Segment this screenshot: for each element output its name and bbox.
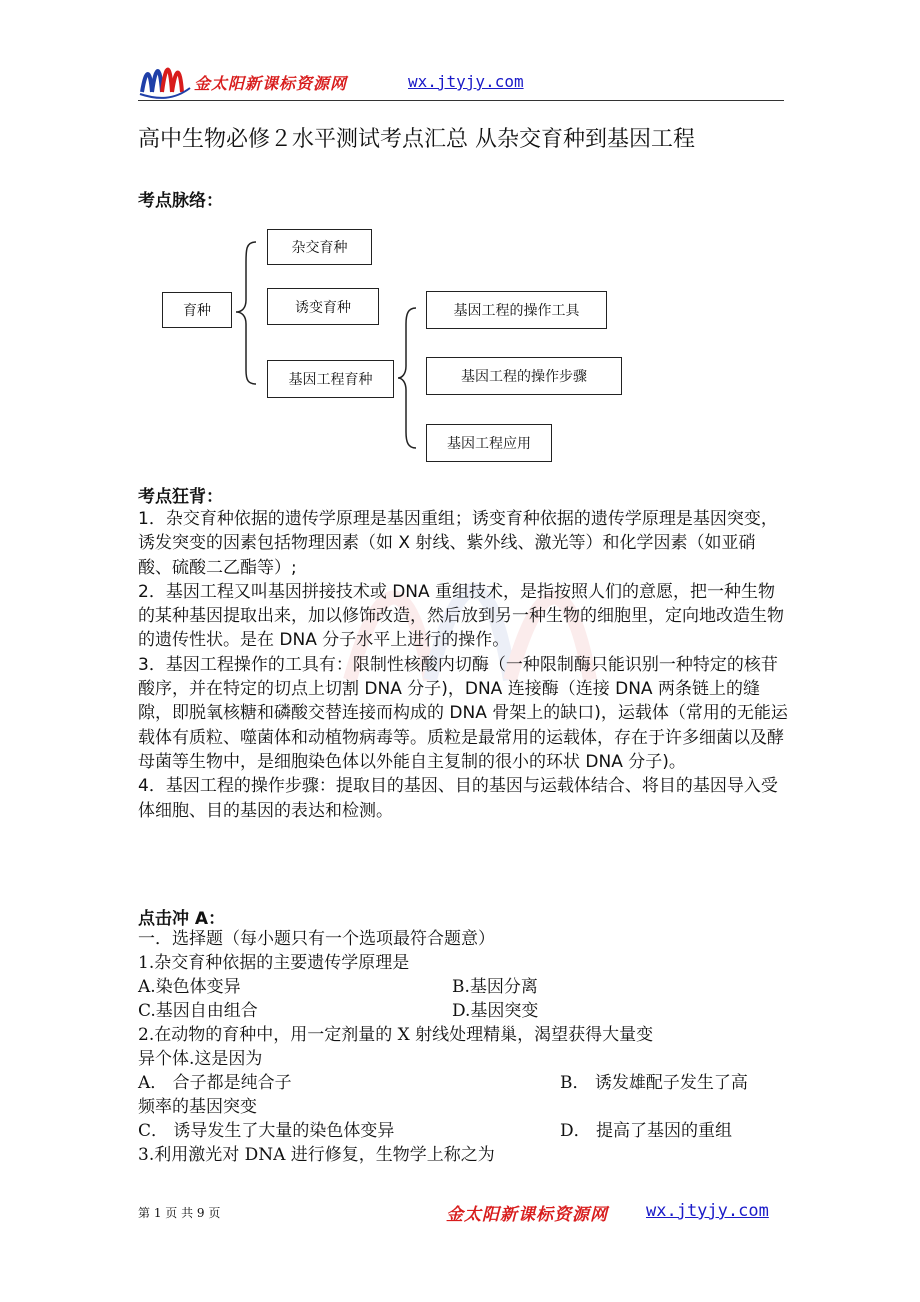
question-1-option-a: A.染色体变异 — [138, 977, 241, 997]
part-heading: 一．选择题（每小题只有一个选项最符合题意） — [138, 929, 495, 949]
question-2-option-a: A． 合子都是纯合子 — [138, 1073, 292, 1093]
question-2-options-row-1 — [138, 1071, 788, 1095]
right-brace — [398, 308, 416, 448]
section-heading-practice: 点击冲 A： — [138, 909, 226, 929]
diagram-node-steps: 基因工程的操作步骤 — [426, 357, 622, 395]
question-1-options-row-2 — [138, 999, 788, 1023]
key-points — [138, 507, 788, 823]
diagram-node-tools: 基因工程的操作工具 — [426, 291, 607, 329]
footer-site-link[interactable]: wx.jtyjy.com — [646, 1201, 769, 1221]
header-brand: 金太阳新课标资源网 — [194, 74, 348, 93]
key-point-2: 2．基因工程又叫基因拼接技术或 DNA 重组技术，是指按照人们的意愿，把一种生物的某种基因提取出来，加以修饰改造，然后放到另一种生物的细胞里，定向地改造生物的遗传性状。是在 DNA 分子水平上进行的操作。 — [138, 581, 784, 651]
question-1-options-row-1 — [138, 975, 788, 999]
question-2-option-c: C． 诱导发生了大量的染色体变异 — [138, 1121, 395, 1141]
question-section — [138, 927, 788, 1167]
section-heading-outline: 考点脉络： — [138, 191, 223, 211]
diagram-node-hybrid-breeding: 杂交育种 — [267, 229, 372, 265]
left-brace — [236, 242, 256, 384]
page-number: 第 1 页 共 9 页 — [138, 1206, 221, 1220]
question-2-stem-line-1: 2.在动物的育种中，用一定剂量的 X 射线处理精巢，渴望获得大量变 — [138, 1025, 654, 1045]
key-point-1: 1．杂交育种依据的遗传学原理是基因重组；诱变育种依据的遗传学原理是基因突变，诱发突变的因素包括物理因素（如 X 射线、紫外线、激光等）和化学因素（如亚硝酸、硫酸二乙酯等）; — [138, 509, 778, 578]
question-1-stem: 1.杂交育种依据的主要遗传学原理是 — [138, 953, 410, 973]
question-1-option-d: D.基因突变 — [452, 1001, 539, 1021]
key-point-4: 4．基因工程的操作步骤：提取目的基因、目的基因与运载体结合、将目的基因导入受体细胞、目的基因的表达和检测。 — [138, 776, 778, 821]
question-3-stem: 3.利用激光对 DNA 进行修复，生物学上称之为 — [138, 1145, 495, 1165]
footer-brand: 金太阳新课标资源网 — [446, 1205, 608, 1225]
question-2-stem-line-2: 异个体.这是因为 — [138, 1049, 263, 1069]
page-title: 高中生物必修２水平测试考点汇总 从杂交育种到基因工程 — [138, 127, 695, 152]
question-1-option-b: B.基因分离 — [452, 977, 538, 997]
diagram-node-genetic-engineering-breeding: 基因工程育种 — [267, 360, 394, 398]
question-2-option-d: D． 提高了基因的重组 — [560, 1121, 733, 1141]
header-site-link[interactable]: wx.jtyjy.com — [408, 72, 524, 91]
key-point-3: 3．基因工程操作的工具有：限制性核酸内切酶（一种限制酶只能识别一种特定的核苷酸序，并在特定的切点上切割 DNA 分子)，DNA 连接酶（连接 DNA 两条链上的缝隙，即脱氧核糖和磷酸交替连接而构成的 DNA 骨架上的缺口)，运载体（常用的无能运载体有质粒、噬菌体和动植物病毒等。质粒是最常用的运载体，存在于许多细菌以及酵母菌等生物中，是细胞染色体以外能自主复制的很小的环状 DNA 分子)。 — [138, 654, 788, 772]
diagram-node-applications: 基因工程应用 — [426, 424, 552, 462]
question-2-options-row-2 — [138, 1119, 788, 1143]
question-2-option-b-continued: 频率的基因突变 — [138, 1097, 257, 1117]
question-1-option-c: C.基因自由组合 — [138, 1001, 258, 1021]
section-heading-key-points: 考点狂背： — [138, 487, 223, 507]
diagram-node-mutation-breeding: 诱变育种 — [267, 288, 379, 325]
diagram-root-box: 育种 — [162, 292, 232, 328]
question-2-option-b: B． 诱发雄配子发生了高 — [560, 1073, 748, 1093]
